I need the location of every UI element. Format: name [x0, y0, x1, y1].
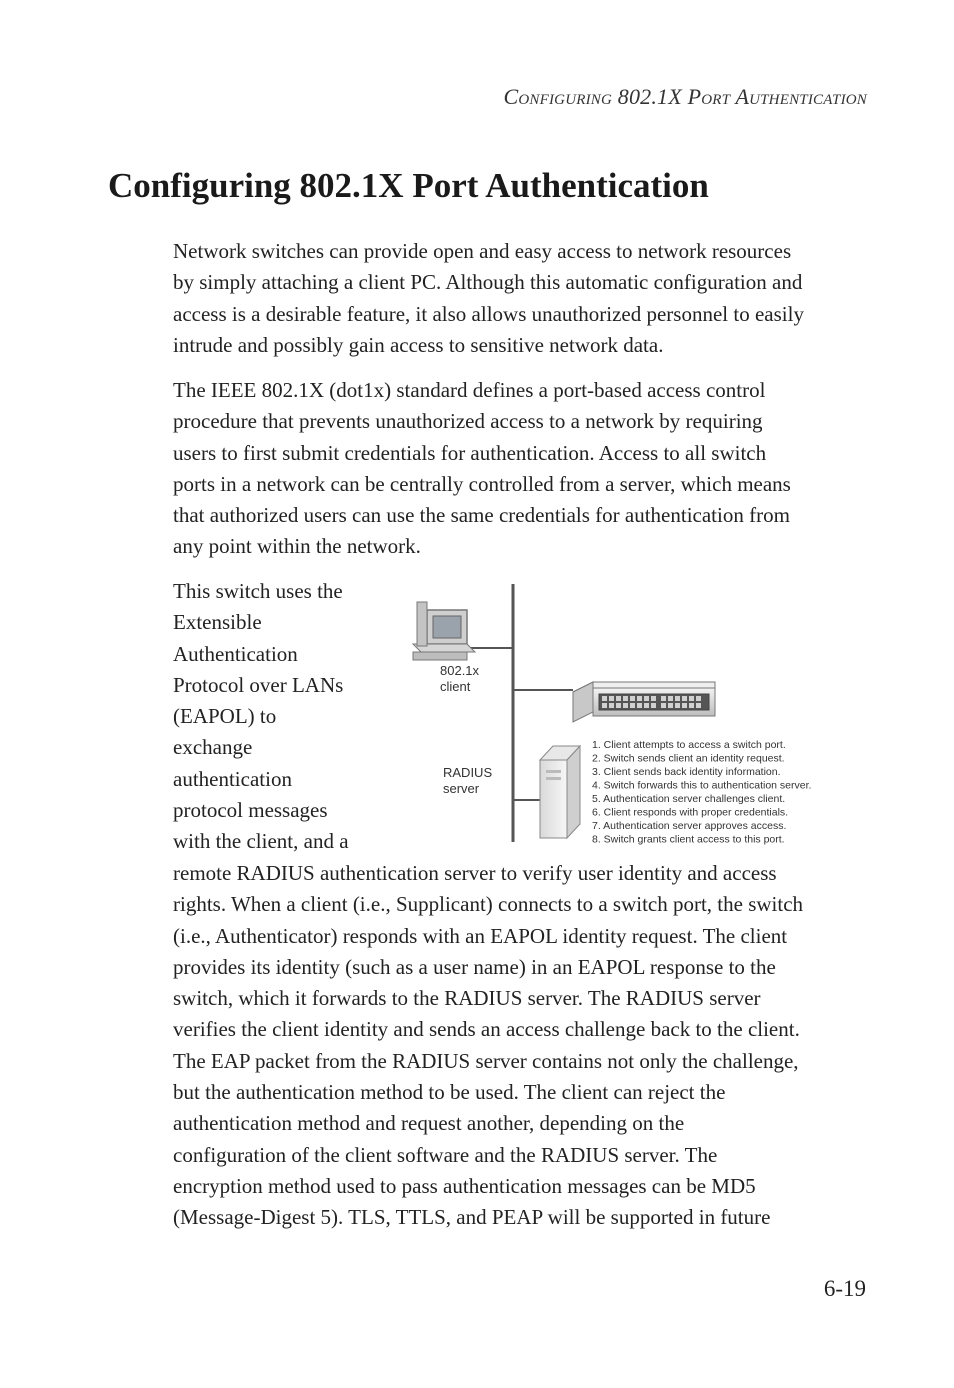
step-text: 6. Client responds with proper credentials.: [592, 806, 789, 819]
running-header-text: Configuring 802.1X Port Authentication: [503, 84, 867, 109]
server-label-2: server: [443, 781, 480, 796]
paragraph-line: The IEEE 802.1X (dot1x) standard defines a port-based access control: [173, 378, 766, 402]
paragraph-line: The EAP packet from the RADIUS server contains not only the challenge,: [173, 1048, 799, 1073]
step-text: 7. Authentication server approves access.: [592, 820, 787, 832]
paragraph-line: any point within the network.: [173, 534, 421, 559]
paragraph-line: (i.e., Authenticator) responds with an EAPOL identity request. The client: [173, 923, 788, 948]
paragraph-line: users to first submit credentials for authentication. Access to all switch: [173, 440, 767, 465]
page-number: 6-19: [823, 1276, 866, 1301]
paragraph-line: verifies the client identity and sends an access challenge back to the client.: [173, 1017, 800, 1042]
paragraph-line: intrude and possibly gain access to sensitive network data.: [173, 332, 664, 357]
step-text: 3. Client sends back identity information.: [592, 766, 781, 778]
paragraph-line: authentication method and request another, depending on the: [173, 1111, 685, 1136]
paragraph-line: exchange: [173, 735, 253, 760]
paragraph-line: that authorized users can use the same credentials for authentication from: [173, 503, 790, 528]
client-label-1: 802.1x: [440, 663, 480, 678]
paragraph-line: protocol messages: [173, 798, 328, 823]
paragraph-line: Network switches can provide open and easy access to network resources: [173, 239, 792, 263]
paragraph-eapol-full: [173, 858, 873, 1234]
paragraph-standard: [173, 375, 873, 563]
paragraph-line: ports in a network can be centrally controlled from a server, which means: [173, 471, 791, 496]
client-label-2: client: [440, 679, 471, 694]
running-header: [504, 84, 867, 110]
paragraph-line: with the client, and a: [173, 829, 349, 854]
paragraph-eapol-wrapped: [173, 576, 393, 858]
paragraph-line: switch, which it forwards to the RADIUS server. The RADIUS server: [173, 986, 761, 1011]
paragraph-intro: [173, 236, 873, 361]
paragraph-line: procedure that prevents unauthorized access to a network by requiring: [173, 409, 763, 434]
paragraph-line: rights. When a client (i.e., Supplicant) connects to a switch port, the switch: [173, 892, 804, 917]
server-label-1: RADIUS: [443, 765, 493, 780]
paragraph-line: but the authentication method to be used. The client can reject the: [173, 1080, 726, 1105]
paragraph-line: by simply attaching a client PC. Although this automatic configuration and: [173, 270, 803, 295]
paragraph-line: (EAPOL) to: [173, 704, 277, 729]
paragraph-line: remote RADIUS authentication server to verify user identity and access: [173, 861, 777, 885]
paragraph-line: Authentication: [173, 641, 298, 666]
paragraph-line: This switch uses the: [173, 579, 343, 603]
dot1x-diagram: [405, 580, 855, 850]
paragraph-line: encryption method used to pass authentication messages can be MD5: [173, 1173, 756, 1198]
step-text: 8. Switch grants client access to this port.: [592, 833, 785, 846]
step-text: 1. Client attempts to access a switch port.: [592, 739, 786, 751]
client-pc-icon: [413, 602, 475, 660]
step-text: 4. Switch forwards this to authentication server.: [592, 779, 812, 792]
paragraph-line: access is a desirable feature, it also allows unauthorized personnel to easily: [173, 301, 804, 326]
step-text: 5. Authentication server challenges client.: [592, 793, 786, 805]
paragraph-line: authentication: [173, 766, 292, 791]
paragraph-line: Extensible: [173, 610, 262, 635]
paragraph-line: configuration of the client software and the RADIUS server. The: [173, 1142, 718, 1167]
network-switch-icon: [573, 682, 715, 722]
paragraph-line: Protocol over LANs: [173, 672, 344, 697]
dot1x-diagram-svg: [405, 580, 855, 850]
page-title: Configuring 802.1X Port Authentication: [108, 166, 709, 205]
paragraph-line: (Message-Digest 5). TLS, TTLS, and PEAP will be supported in future: [173, 1205, 771, 1230]
paragraph-line: provides its identity (such as a user name) in an EAPOL response to the: [173, 954, 776, 979]
radius-server-icon: [540, 746, 580, 838]
step-text: 2. Switch sends client an identity request.: [592, 752, 785, 765]
